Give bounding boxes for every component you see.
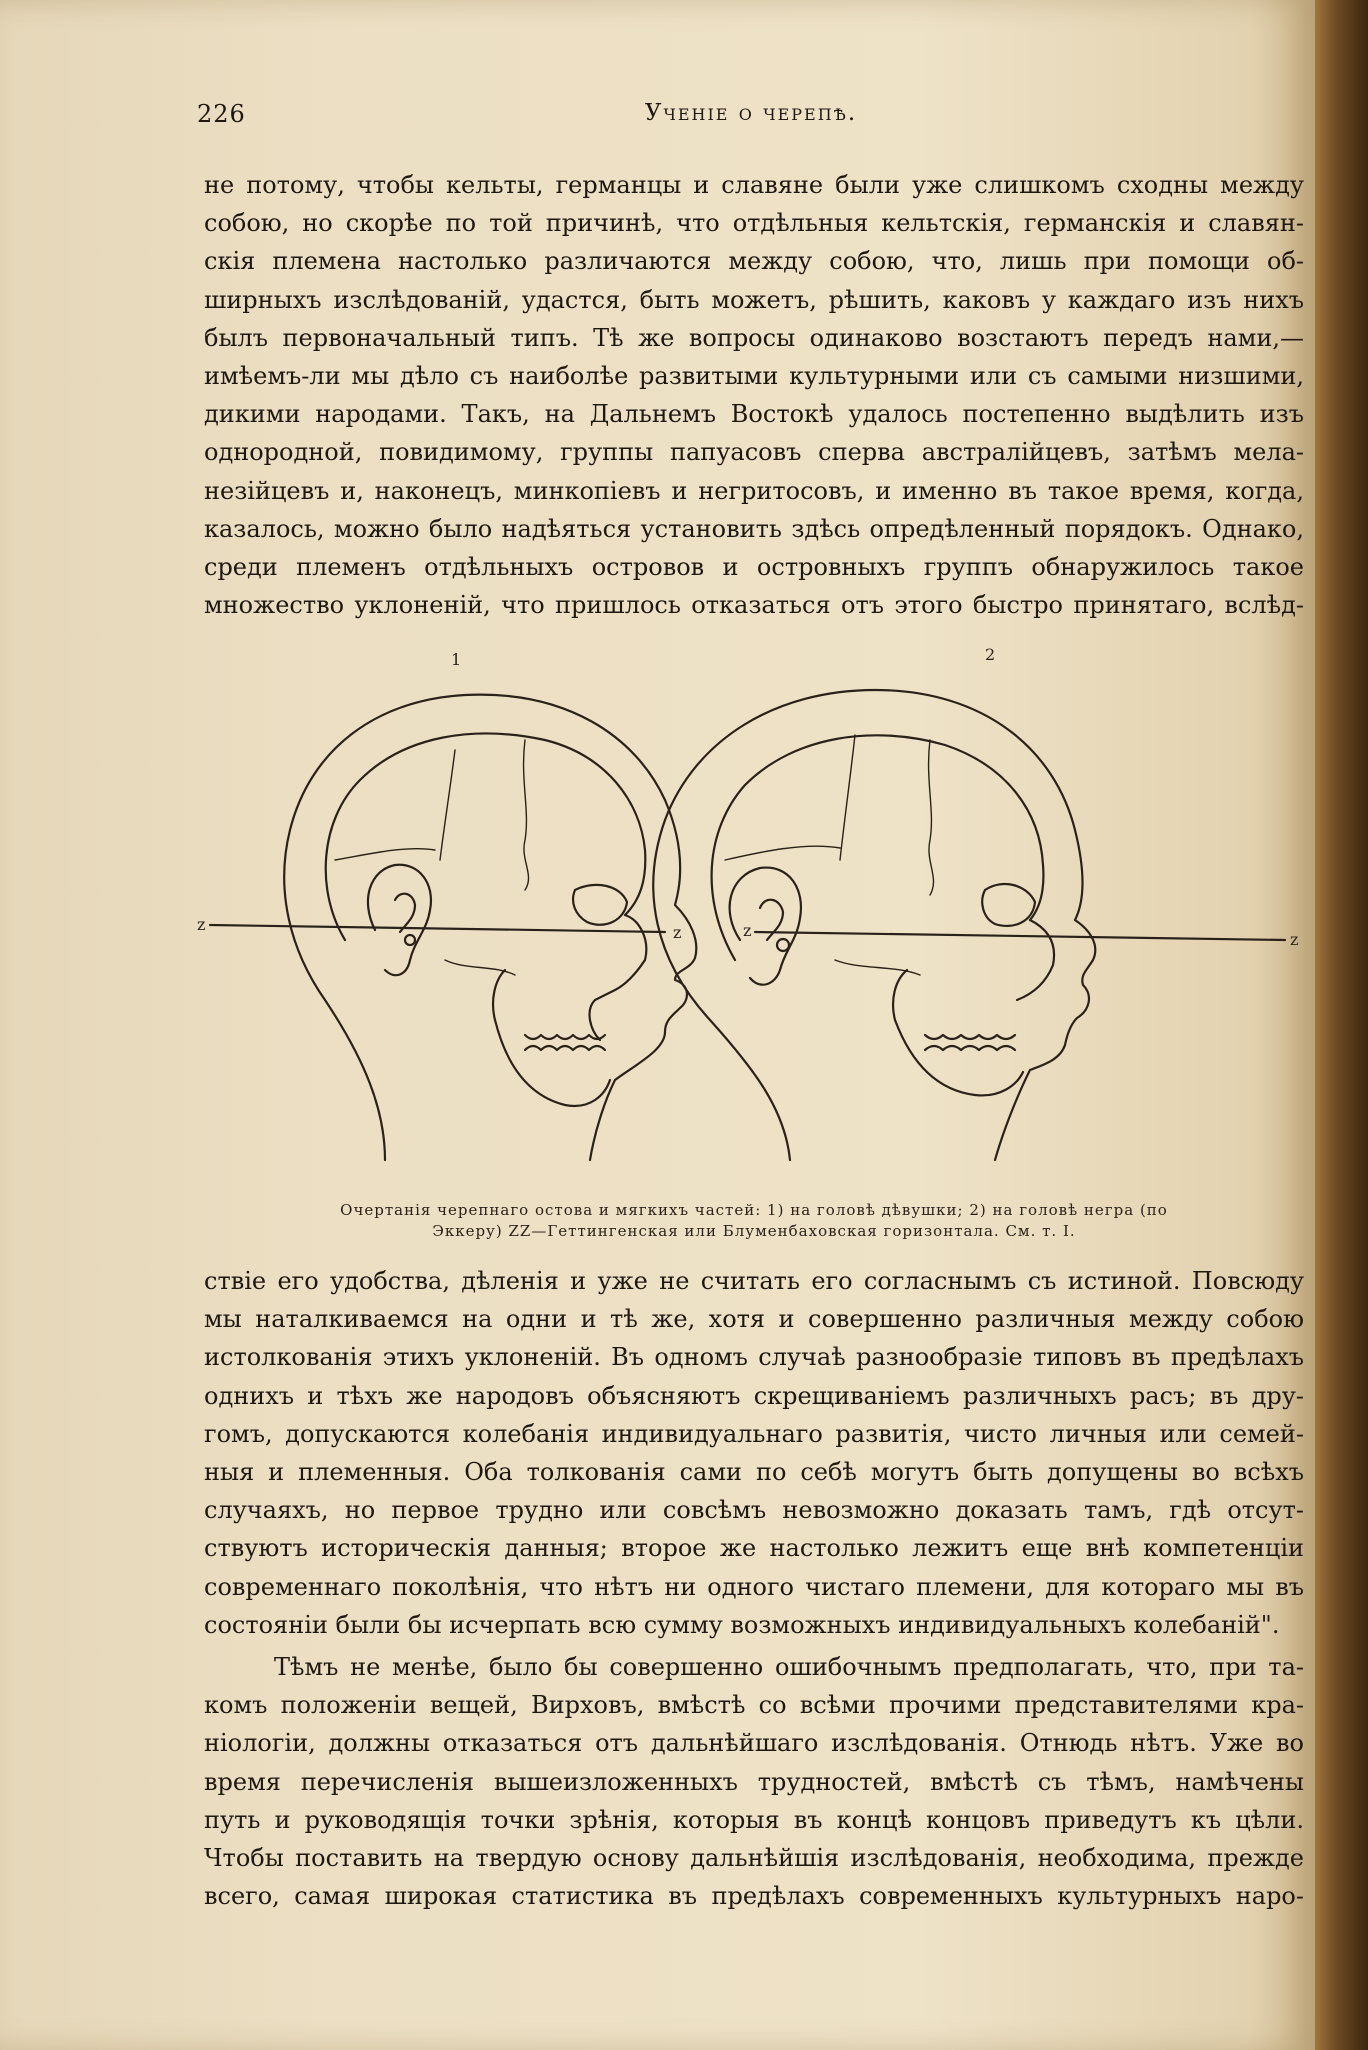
text-line: всего, самая широкая статистика въ предѣлахъ современныхъ культурныхъ наро- bbox=[204, 1882, 1304, 1911]
text-line: дикими народами. Такъ, на Дальнемъ Востокѣ удалось постепенно выдѣлить изъ bbox=[204, 400, 1304, 429]
text-line: имѣемъ-ли мы дѣло съ наиболѣе развитыми культурными или съ самыми низшими, bbox=[204, 362, 1304, 391]
text-line: множество уклоненій, что пришлось отказаться отъ этого быстро принятаго, вслѣд- bbox=[204, 591, 1304, 620]
text-line: однородной, повидимому, группы папуасовъ сперва австралійцевъ, затѣмъ мела- bbox=[204, 438, 1304, 467]
text-line: казалось, можно было надѣяться установить здѣсь опредѣленный порядокъ. Однако, bbox=[204, 514, 1304, 543]
text-line: гомъ, допускаются колебанія индивидуальнаго развитія, чисто личныя или семей- bbox=[204, 1419, 1304, 1448]
text-line: современнаго поколѣнія, что нѣтъ ни одного чистаго племени, для котораго мы въ bbox=[204, 1572, 1304, 1601]
skull-figure bbox=[195, 640, 1315, 1180]
text-line: не потому, чтобы кельты, германцы и славяне были уже слишкомъ сходны между bbox=[204, 171, 1304, 199]
head-outline-2 bbox=[653, 690, 1095, 1160]
paragraph-bottom bbox=[204, 1262, 1304, 1644]
text-line: время перечисленія вышеизложенныхъ трудностей, вмѣстѣ съ тѣмъ, намѣчены bbox=[204, 1767, 1304, 1796]
text-line: ствіе его удобства, дѣленія и уже не считать его согласнымъ съ истиной. Повсюду bbox=[204, 1267, 1304, 1295]
book-spine bbox=[1315, 0, 1368, 2050]
axis-label-z-right-2: z bbox=[1290, 930, 1299, 949]
text-line: состояніи были бы исчерпать всю сумму возможныхъ индивидуальныхъ колебаній". bbox=[204, 1610, 1280, 1639]
skull-illustration bbox=[195, 640, 1315, 1180]
page-number: 226 bbox=[197, 100, 246, 128]
text-line: однихъ и тѣхъ же народовъ объясняютъ скрещиваніемъ различныхъ расъ; въ дру- bbox=[204, 1381, 1304, 1410]
axis-label-z-left-1: z bbox=[197, 915, 206, 934]
zz-horizontal-1 bbox=[210, 925, 665, 932]
text-line: былъ первоначальный типъ. Тѣ же вопросы одинаково возстаютъ передъ нами,— bbox=[204, 323, 1304, 352]
running-title: Ученіе о черепѣ. bbox=[644, 100, 858, 126]
text-line: мы наталкиваемся на одни и тѣ же, хотя и совершенно различныя между собою bbox=[204, 1305, 1304, 1334]
text-line: собою, но скорѣе по той причинѣ, что отдѣльныя кельтскія, германскія и славян- bbox=[204, 209, 1304, 238]
text-line: незійцевъ и, наконецъ, минкопіевъ и негритосовъ, и именно въ такое время, когда, bbox=[204, 476, 1304, 505]
caption-line: Очертанія черепнаго остова и мягкихъ частей: 1) на головѣ дѣвушки; 2) на головѣ негра (по bbox=[340, 1201, 1168, 1219]
text-line: ширныхъ изслѣдованій, удастся, быть можетъ, рѣшить, каковъ у каждаго изъ нихъ bbox=[204, 285, 1304, 314]
text-line: истолкованія этихъ уклоненій. Въ одномъ случаѣ разнообразіе типовъ въ предѣлахъ bbox=[204, 1343, 1304, 1372]
text-line: путь и руководящія точки зрѣнія, которыя въ концѣ концовъ приведутъ къ цѣли. bbox=[204, 1805, 1304, 1834]
axis-label-z-right-1: z bbox=[673, 923, 682, 942]
text-line: Чтобы поставить на твердую основу дальнѣйшія изслѣдованія, необходима, прежде bbox=[204, 1844, 1304, 1873]
text-line: ніологіи, должны отказаться отъ дальнѣйшаго изслѣдованія. Отнюдь нѣтъ. Уже во bbox=[204, 1729, 1304, 1758]
text-line: комъ положеніи вещей, Вирховъ, вмѣстѣ со всѣми прочими представителями кра- bbox=[204, 1691, 1304, 1720]
text-line: среди племенъ отдѣльныхъ островов и островныхъ группъ обнаружилось такое bbox=[204, 553, 1304, 582]
text-line: случаяхъ, но первое трудно или совсѣмъ невозможно доказать тамъ, гдѣ отсут- bbox=[204, 1496, 1304, 1525]
figure-label-1: 1 bbox=[451, 650, 462, 669]
figure-caption bbox=[204, 1200, 1304, 1242]
text-line: ныя и племенныя. Оба толкованія сами по себѣ могутъ быть допущены во всѣхъ bbox=[204, 1458, 1304, 1487]
paragraph-top bbox=[204, 166, 1304, 624]
caption-line: Эккеру) ZZ—Геттингенская или Блуменбаховская горизонтала. См. т. I. bbox=[432, 1222, 1076, 1240]
axis-label-z-left-2: z bbox=[743, 921, 752, 940]
zz-horizontal-2 bbox=[755, 932, 1285, 940]
text-line: ствуютъ историческія данныя; второе же настолько лежитъ еще внѣ компетенціи bbox=[204, 1534, 1304, 1563]
page-header bbox=[197, 100, 1305, 134]
figure-label-2: 2 bbox=[985, 645, 996, 664]
text-line: скія племена настолько различаются между собою, что, лишь при помощи об- bbox=[204, 247, 1304, 276]
paragraph-final bbox=[204, 1648, 1304, 1915]
text-line: Тѣмъ не менѣе, было бы совершенно ошибочнымъ предполагать, что, при та- bbox=[274, 1653, 1304, 1681]
